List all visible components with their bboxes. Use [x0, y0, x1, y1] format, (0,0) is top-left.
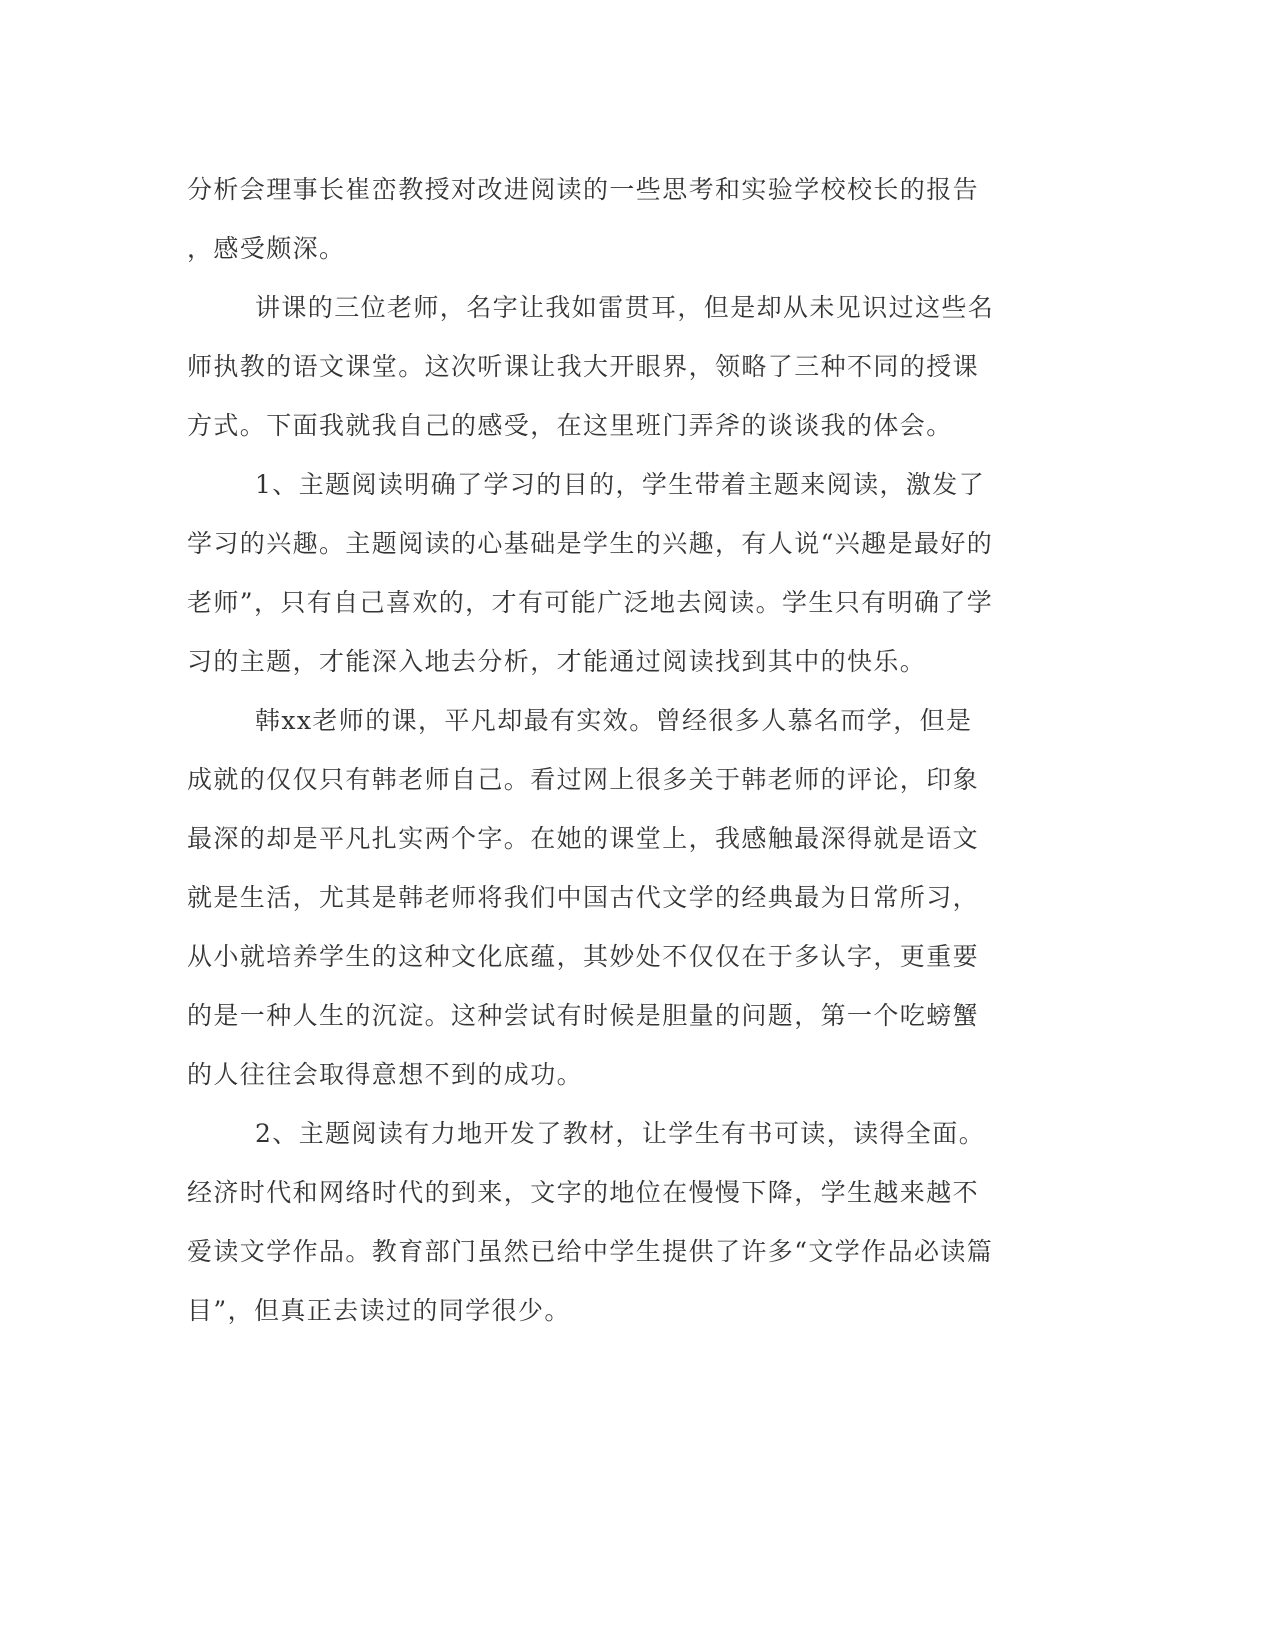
text-line: 的人往往会取得意想不到的成功。 [187, 1060, 584, 1089]
text-line: 的是一种人生的沉淀。这种尝试有时候是胆量的问题，第一个吃螃蟹 [187, 1001, 980, 1030]
text-line: 老师”，只有自己喜欢的，才有可能广泛地去阅读。学生只有明确了学 [187, 588, 994, 617]
text-line: 就是生活，尤其是韩老师将我们中国古代文学的经典最为日常所习， [187, 883, 980, 912]
paragraph-first-line: 讲课的三位老师，名字让我如雷贯耳，但是却从未见识过这些名 [255, 293, 995, 322]
paragraph-first-line: 1、主题阅读明确了学习的目的，学生带着主题来阅读，激发了 [255, 470, 986, 499]
text-line: 成就的仅仅只有韩老师自己。看过网上很多关于韩老师的评论，印象 [187, 765, 980, 794]
text-line: 从小就培养学生的这种文化底蕴，其妙处不仅仅在于多认字，更重要 [187, 942, 980, 971]
text-line: 爱读文学作品。教育部门虽然已给中学生提供了许多“文学作品必读篇 [187, 1237, 994, 1266]
text-line: ，感受颇深。 [187, 234, 346, 263]
paragraph-first-line: 2、主题阅读有力地开发了教材，让学生有书可读，读得全面。 [255, 1119, 986, 1148]
text-line: 最深的却是平凡扎实两个字。在她的课堂上，我感触最深得就是语文 [187, 824, 980, 853]
text-line: 学习的兴趣。主题阅读的心基础是学生的兴趣，有人说“兴趣是最好的 [187, 529, 994, 558]
paragraph-first-line: 韩xx老师的课，平凡却最有实效。曾经很多人慕名而学，但是 [255, 706, 973, 735]
text-line: 师执教的语文课堂。这次听课让我大开眼界，领略了三种不同的授课 [187, 352, 980, 381]
text-line: 习的主题，才能深入地去分析，才能通过阅读找到其中的快乐。 [187, 647, 927, 676]
text-line: 分析会理事长崔峦教授对改进阅读的一些思考和实验学校校长的报告 [187, 175, 980, 204]
text-line: 方式。下面我就我自己的感受，在这里班门弄斧的谈谈我的体会。 [187, 411, 953, 440]
text-line: 目”，但真正去读过的同学很少。 [187, 1296, 571, 1325]
document-body [187, 160, 1067, 1340]
text-line: 经济时代和网络时代的到来，文字的地位在慢慢下降，学生越来越不 [187, 1178, 980, 1207]
